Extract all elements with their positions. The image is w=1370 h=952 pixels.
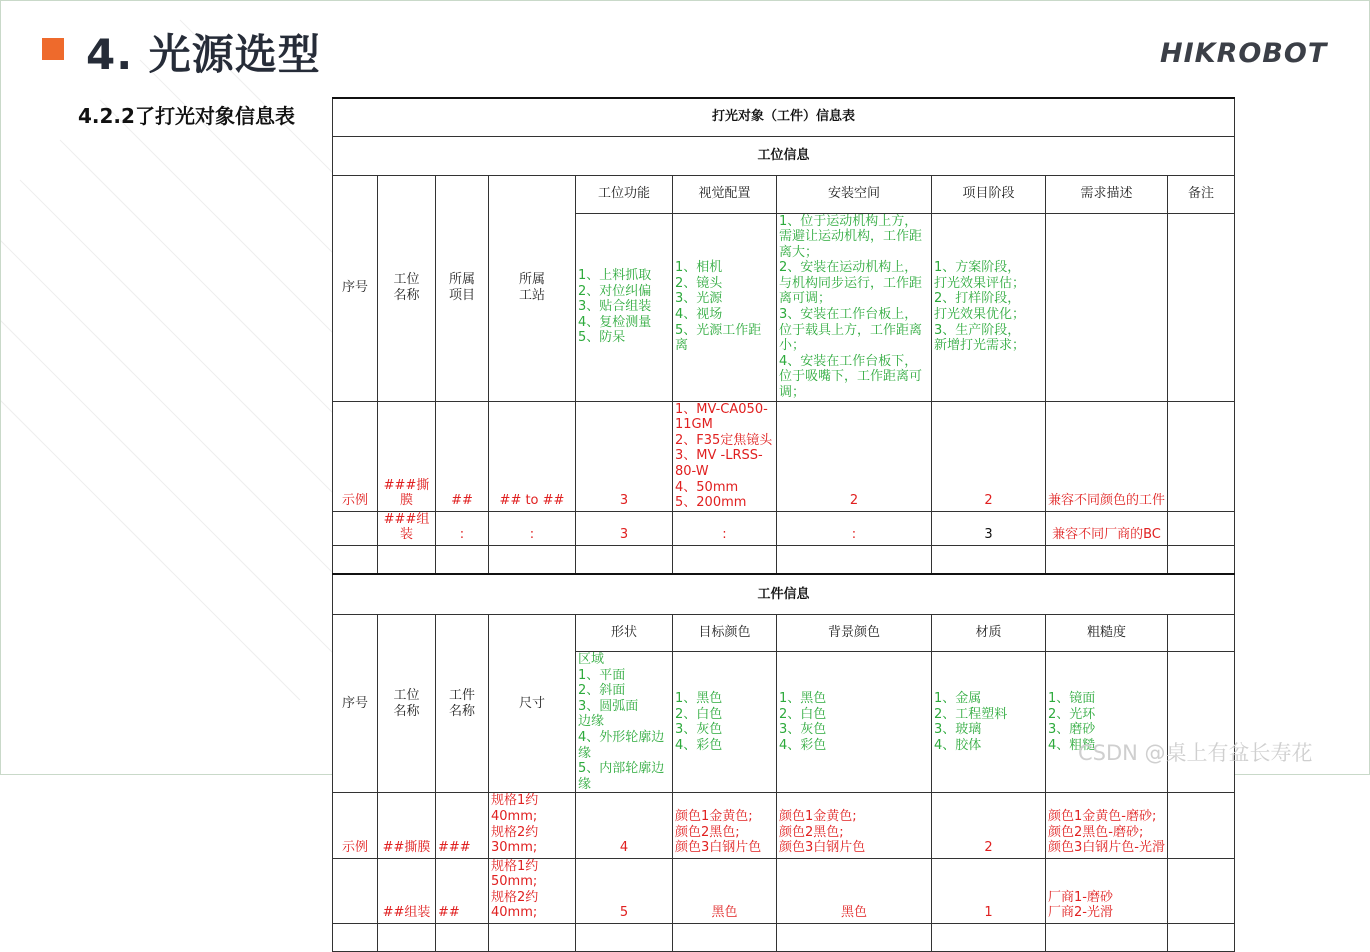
title-bullet-square [42,38,64,60]
options-target-color: 1、黑色 2、白色 3、灰色 4、彩色 [673,651,777,792]
station-row1-vision: 1、MV-CA050-11GM 2、F35定焦镜头 3、MV -LRSS-80-W 4、50mm 5、200mm [673,401,777,511]
part-row1-roughness: 颜色1金黄色-磨砂; 颜色2黑色-磨砂; 颜色3白钢片色-光滑 [1046,793,1168,858]
part-row2-roughness: 厂商1-磨砂 厂商2-光滑 [1046,858,1168,923]
empty-cell [333,858,378,923]
empty-cell [378,924,436,952]
empty-cell [1046,213,1168,401]
options-shape: 区域 1、平面 2、斜面 3、圆弧面 边缘 4、外形轮廓边缘 5、内部轮廓边缘 [576,651,673,792]
station-row2-station: : [489,511,576,545]
station-row2-demand: 兼容不同厂商的BC [1046,511,1168,545]
csdn-watermark: CSDN @桌上有盆长寿花 [1078,741,1313,765]
empty-cell [1168,614,1235,651]
part-row1-size: 规格1约40mm; 规格2约30mm; [489,793,576,858]
slide-title: 4. 光源选型 [86,30,321,79]
station-row1-demand: 兼容不同颜色的工件 [1046,401,1168,511]
empty-cell [1046,924,1168,952]
header-station: 所属 工站 [489,175,576,401]
part-header-material: 材质 [932,614,1046,651]
part-row2-target-color: 黑色 [673,858,777,923]
station-row1-function: 3 [576,401,673,511]
header-function: 工位功能 [576,175,673,213]
lighting-info-table [332,97,1235,952]
station-row2-vision: : [673,511,777,545]
empty-cell [932,545,1046,574]
empty-cell [777,545,932,574]
station-row1-phase: 2 [932,401,1046,511]
part-row1-seq: 示例 [333,793,378,858]
header-space: 安装空间 [777,175,932,213]
empty-cell [673,545,777,574]
empty-cell [489,545,576,574]
station-row1-station: ## to ## [489,401,576,511]
part-header-target-color: 目标颜色 [673,614,777,651]
header-project: 所属 项目 [436,175,489,401]
part-row2-part: ## [436,858,489,923]
part-row1-material: 2 [932,793,1046,858]
part-header-shape: 形状 [576,614,673,651]
part-header-seq: 序号 [333,614,378,792]
part-row1-target-color: 颜色1金黄色; 颜色2黑色; 颜色3白钢片色 [673,793,777,858]
empty-cell [1046,545,1168,574]
part-row2-bg-color: 黑色 [777,858,932,923]
empty-cell [436,924,489,952]
empty-cell [378,545,436,574]
empty-cell [673,924,777,952]
header-remark: 备注 [1168,175,1235,213]
empty-cell [932,924,1046,952]
part-row2-shape: 5 [576,858,673,923]
empty-cell [489,924,576,952]
empty-cell [436,545,489,574]
table-title: 打光对象（工件）信息表 [333,98,1235,136]
options-bg-color: 1、黑色 2、白色 3、灰色 4、彩色 [777,651,932,792]
empty-cell [1168,511,1235,545]
part-header-station-name: 工位 名称 [378,614,436,792]
station-row1-name: ###撕膜 [378,401,436,511]
empty-cell [576,545,673,574]
empty-cell [777,924,932,952]
station-row2-project: : [436,511,489,545]
station-row1-space: 2 [777,401,932,511]
part-row1-name: ##撕膜 [378,793,436,858]
station-row2-space: : [777,511,932,545]
header-station-name: 工位 名称 [378,175,436,401]
empty-cell [1168,924,1235,952]
part-section-title: 工件信息 [333,574,1235,614]
section-subtitle: 4.2.2了打光对象信息表 [78,104,295,128]
options-material: 1、金属 2、工程塑料 3、玻璃 4、胶体 [932,651,1046,792]
part-row1-part: ### [436,793,489,858]
header-seq: 序号 [333,175,378,401]
header-phase: 项目阶段 [932,175,1046,213]
header-demand: 需求描述 [1046,175,1168,213]
station-row2-phase: 3 [932,511,1046,545]
part-header-roughness: 粗糙度 [1046,614,1168,651]
part-header-part-name: 工件 名称 [436,614,489,792]
station-section-title: 工位信息 [333,136,1235,175]
empty-cell [576,924,673,952]
part-row1-bg-color: 颜色1金黄色; 颜色2黑色; 颜色3白钢片色 [777,793,932,858]
part-header-bg-color: 背景颜色 [777,614,932,651]
station-row1-project: ## [436,401,489,511]
options-phase: 1、方案阶段， 打光效果评估； 2、打样阶段， 打光效果优化； 3、生产阶段， 新增打光需求； [932,213,1046,401]
header-vision: 视觉配置 [673,175,777,213]
empty-cell [333,924,378,952]
empty-cell [1168,401,1235,511]
station-row2-name: ###组装 [378,511,436,545]
station-row1-seq: 示例 [333,401,378,511]
part-row2-name: ##组装 [378,858,436,923]
part-row2-material: 1 [932,858,1046,923]
empty-cell [1168,651,1235,792]
options-roughness: 1、镜面 2、光环 3、磨砂 4、粗糙 [1046,651,1168,792]
options-space: 1、位于运动机构上方， 需避让运动机构，工作距离大； 2、安装在运动机构上， 与机构同步运行，工作距离可调； 3、安装在工作台板上， 位于载具上方，工作距离小； 4、安装在工作台板下， 位于吸嘴下，工作距离可调； [777,213,932,401]
empty-cell [1168,858,1235,923]
empty-cell [1168,213,1235,401]
part-row2-size: 规格1约50mm; 规格2约40mm; [489,858,576,923]
options-function: 1、上料抓取 2、对位纠偏 3、贴合组装 4、复检测量 5、防呆 [576,213,673,401]
empty-cell [1168,545,1235,574]
station-row2-function: 3 [576,511,673,545]
empty-cell [333,545,378,574]
empty-cell [1168,793,1235,858]
hikrobot-logo: HIKROBOT [1160,38,1328,69]
part-header-size: 尺寸 [489,614,576,792]
part-row1-shape: 4 [576,793,673,858]
options-vision: 1、相机 2、镜头 3、光源 4、视场 5、光源工作距离 [673,213,777,401]
empty-cell [333,511,378,545]
